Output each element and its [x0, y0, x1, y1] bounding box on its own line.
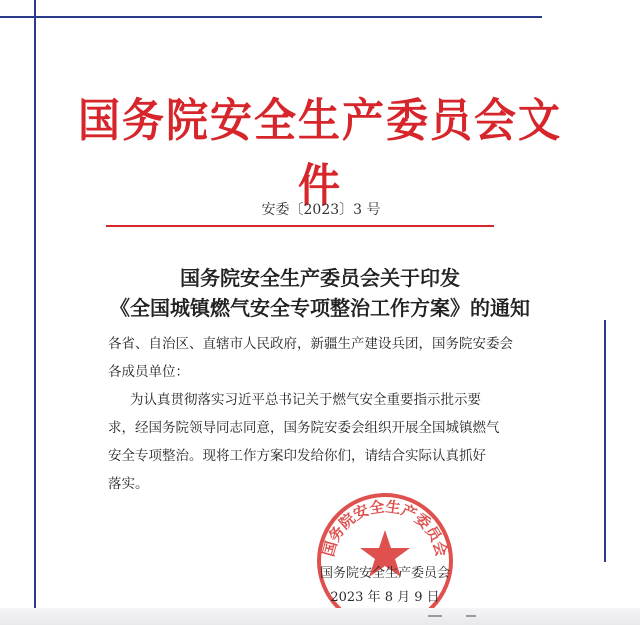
addressee-line-1: 各省、自治区、直辖市人民政府，新疆生产建设兵团，国务院安委会	[108, 336, 513, 352]
document-header: 国务院安全生产委员会文件	[77, 93, 562, 212]
body-paragraph-line-4: 落实。	[108, 476, 149, 492]
notice-title-line-1: 国务院安全生产委员会关于印发	[180, 266, 460, 290]
issuer-name: 国务院安全生产委员会	[319, 566, 450, 581]
addressee-line-2: 各成员单位：	[108, 364, 189, 380]
issue-date: 2023 年 8 月 9 日	[330, 590, 440, 605]
svg-text:国务院安全生产委员会: 国务院安全生产委员会	[319, 497, 451, 559]
bottom-mark-1	[428, 615, 442, 617]
frame-border-left	[34, 0, 36, 625]
bottom-mark-2	[466, 615, 476, 617]
bottom-edge-band	[0, 608, 640, 625]
red-divider-rule	[106, 225, 494, 227]
body-paragraph-line-2: 求，经国务院领导同志同意，国务院安委会组织开展全国城镇燃气	[108, 420, 500, 436]
frame-border-top	[0, 16, 542, 18]
body-paragraph-line-3: 安全专项整治。现将工作方案印发给你们，请结合实际认真抓好	[108, 448, 486, 464]
body-paragraph-line-1: 为认真贯彻落实习近平总书记关于燃气安全重要指示批示要	[130, 392, 481, 408]
document-number: 安委〔2023〕3 号	[261, 202, 381, 218]
frame-border-right	[604, 320, 606, 562]
notice-title-line-2: 《全国城镇燃气安全专项整治工作方案》的通知	[110, 296, 530, 320]
